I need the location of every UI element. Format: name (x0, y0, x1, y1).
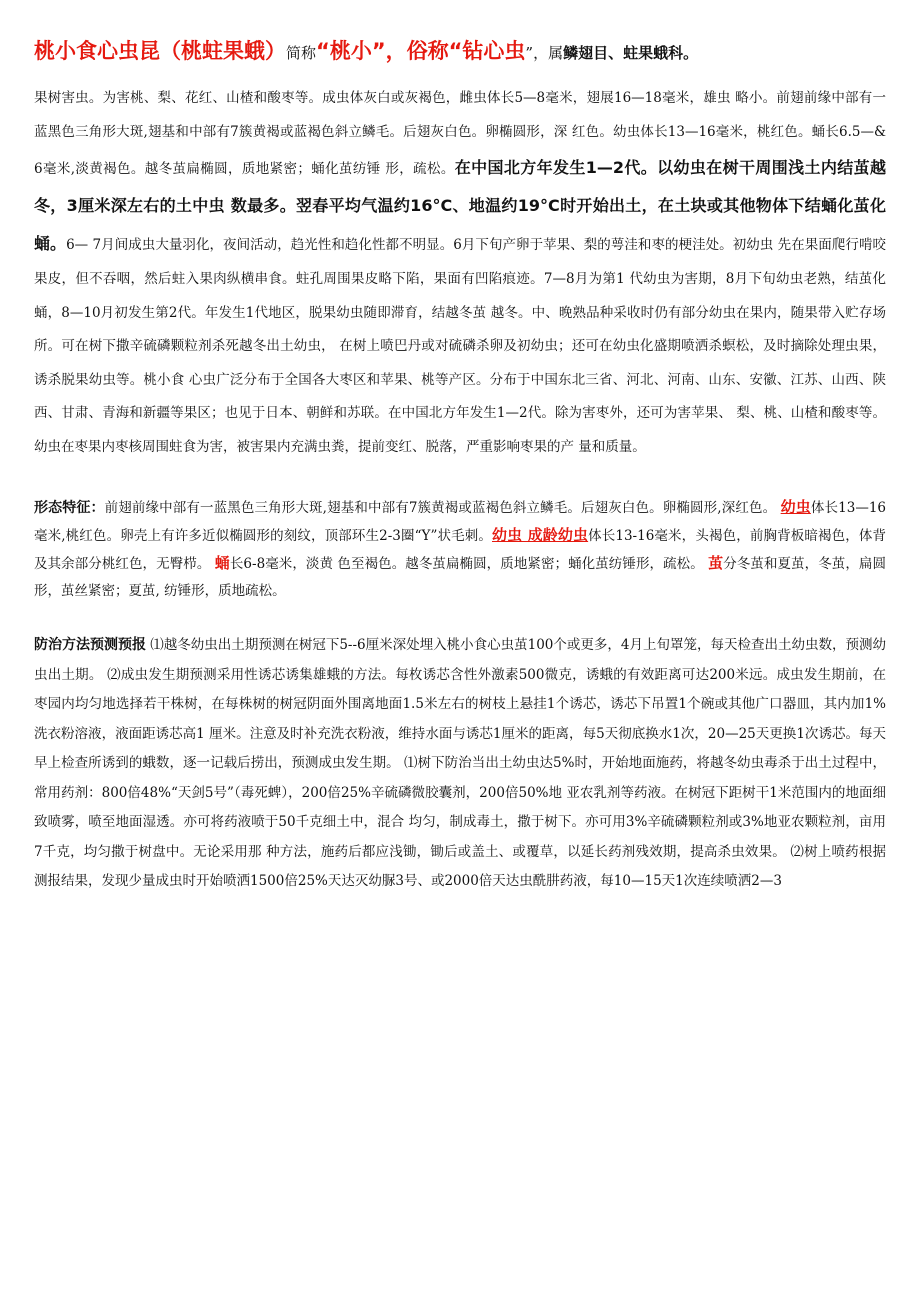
control-label: 防治方法预测预报 (34, 637, 147, 653)
document-title (34, 36, 886, 68)
morphology-text-3: 体长13-16毫米，头褐色，前胸背板暗褐色，体背及其余部分桃红色，无臀栉。 (34, 528, 886, 572)
title-abbr-prefix: 简称 (286, 44, 317, 62)
morphology-text-1: 前翅前缘中部有一蓝黑色三角形大斑,翅基和中部有7簇黄褐或蓝褐色斜立鳞毛。后翅灰白色。卵椭圆形,深红色。 (104, 500, 781, 516)
intro-text-a: 果树害虫。为害桃、梨、花红、山楂和酸枣等。成虫体灰白或灰褐色，雌虫体长5—8毫米，翅展16—18毫米，雄虫 略小。前翅前缘中部有一蓝黑色三角形大斑,翅基和中部有7簇黄褐或蓝褐色斜立鳞毛。后翅灰白色。卵椭圆形，深 红色。幼虫体长13—16毫米，桃红色。蛹长6.5—& 6毫米,淡黄褐色。越冬茧扁椭圆，质地紧密；蛹化茧纺锤 形，疏松。 (34, 90, 886, 177)
control-paragraph (34, 631, 886, 897)
morphology-text-5: 分冬茧和夏茧，冬茧，扁圆形，茧丝紧密；夏茧, 纺锤形，质地疏松。 (34, 556, 886, 599)
title-abbr: “桃小”，俗称“钻心虫 (316, 39, 526, 63)
morphology-paragraph (34, 494, 886, 605)
title-main: 桃小食心虫昆（桃蛀果蛾） (34, 39, 286, 63)
morphology-text-4: 长6-8毫米，淡黄 色至褐色。越冬茧扁椭圆，质地紧密；蛹化茧纺锤形，疏松。 (229, 556, 709, 572)
intro-text-b: 6— 7月间成虫大量羽化，夜间活动，趋光性和趋化性都不明显。6月下旬产卵于苹果、梨的萼洼和枣的梗洼处。初幼虫 先在果面爬行啃咬果皮，但不吞咽，然后蛀入果肉纵横串食。蛀孔周围果皮略下陷，果面有凹陷痕迹。7—8月为第1 代幼虫为害期，8月下旬幼虫老熟，结茧化蛹，8—10月初发生第2代。年发生1代地区，脱果幼虫随即滞育，结越冬茧 越冬。中、晚熟品种采收时仍有部分幼虫在果内，随果带入贮存场所。可在树下撒辛硫磷颗粒剂杀死越冬出土幼虫， 在树上喷巴丹或对硫磷杀卵及初幼虫；还可在幼虫化盛期喷洒杀螟松，及时摘除处理虫果，诱杀脱果幼虫等。桃小食 心虫广泛分布于全国各大枣区和苹果、桃等产区。分布于中国东北三省、河北、河南、山东、安徽、江苏、山西、陕 西、甘肃、青海和新疆等果区；也见于日本、朝鲜和苏联。在中国北方年发生1—2代。除为害枣外，还可为害苹果、 梨、桃、山楂和酸枣等。幼虫在枣果内枣核周围蛀食为害，被害果内充满虫粪，提前变红、脱落，严重影响枣果的产 量和质量。 (34, 237, 886, 455)
title-order: 鳞翅目、蛀果蛾科。 (563, 44, 699, 62)
intro-paragraph (34, 82, 886, 464)
term-pupa: 蛹 (214, 554, 230, 572)
title-quote-end: ”，属 (525, 44, 564, 62)
intro-bold-text: 在中国北方年发生1—2代。以幼虫在树干周围浅土内结茧越冬，3厘米深左右的土中虫 数最多。翌春平均气温约16°C、地温约19°C时开始出土，在土块或其他物体下结蛹化茧化蛹。 (34, 158, 886, 253)
morphology-text-2: 体长13—16毫米,桃红色。卵壳上有许多近似椭圆形的刻纹，顶部环生2-3圈“Y”状毛刺。 (34, 500, 887, 544)
control-text: ⑴越冬幼虫出土期预测在树冠下5--6厘米深处埋入桃小食心虫茧100个或更多，4月上旬罩笼，每天检查出土幼虫数，预测幼虫出土期。 ⑵成虫发生期预测采用性诱芯诱集雄蛾的方法。每枚诱芯含性外激素500微克，诱蛾的有效距离可达200米远。成虫发生期前，在枣园内均匀地选择若干株树，在每株树的树冠阴面外围离地面1.5米左右的树枝上悬挂1个诱芯，诱芯下吊置1个碗或其他广口器皿，其内加1%洗衣粉溶液，液面距诱芯高1 厘米。注意及时补充洗衣粉液，维持水面与诱芯1厘米的距离，每5天彻底换水1次，20—25天更换1次诱芯。每天 早上检查所诱到的蛾数，逐一记载后捞出，预测成虫发生期。 ⑴树下防治当出土幼虫达5%时，开始地面施药，将越冬幼虫毒杀于出土过程中，常用药剂：800倍48%“天剑5号”（毒死蜱），200倍25%辛硫磷微胶囊剂，200倍50%地 亚农乳剂等药液。在树冠下距树干1米范围内的地面细致喷雾，喷至地面湿透。亦可将药液喷于50千克细土中，混合 均匀，制成毒土，撒于树下。亦可用3%辛硫磷颗粒剂或3%地亚农颗粒剂，亩用7千克，均匀撒于树盘中。无论采用那 种方法，施药后都应浅锄，锄后或盖土、或覆草，以延长药剂残效期，提高杀虫效果。 ⑵树上喷药根据测报结果，发现少量成虫时开始喷洒1500倍25%天达灭幼脲3号、或2000倍天达虫酰肼药液，每10—15天1次连续喷洒2—3 (34, 637, 887, 889)
term-cocoon: 茧 (708, 554, 724, 572)
morphology-label: 形态特征： (34, 500, 105, 516)
term-larva: 幼虫 (780, 498, 811, 516)
term-mature-larva: 幼虫 成龄幼虫 (492, 526, 589, 544)
